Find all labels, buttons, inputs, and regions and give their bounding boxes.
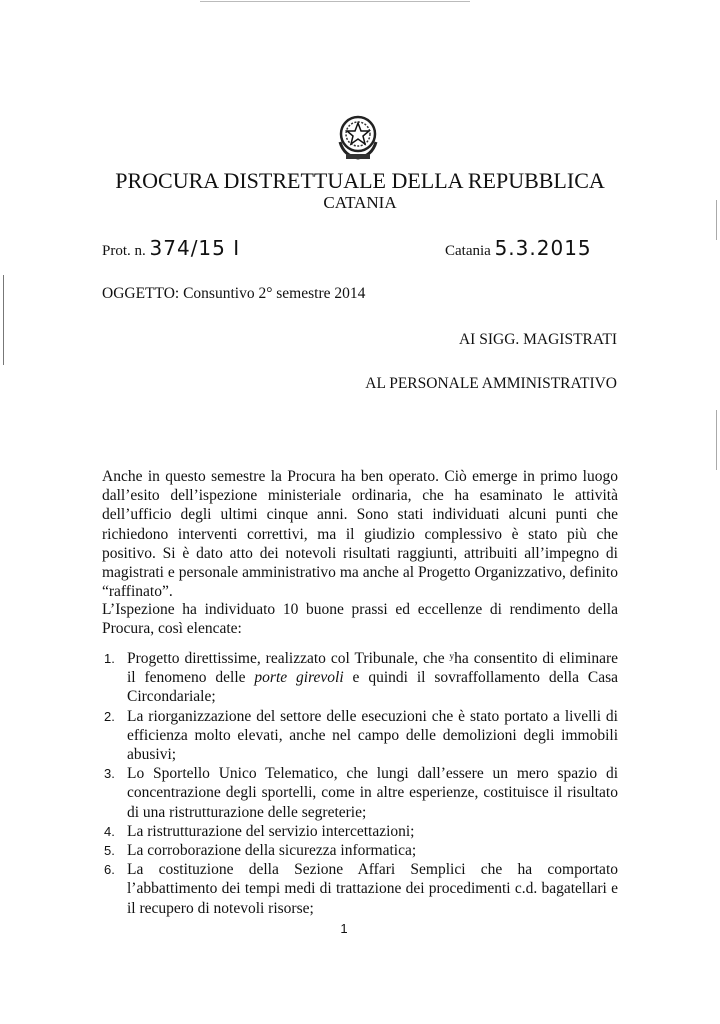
page-number: 1 xyxy=(340,921,348,936)
list-item xyxy=(102,707,618,765)
scan-edge-line xyxy=(200,1,470,2)
list-text: La riorganizzazione del settore delle esecuzioni che è stato portato a livelli di efficienza molto elevati, anche nel campo delle demolizioni degli immobili abusivi; xyxy=(127,707,618,764)
body-paragraph: L’Ispezione ha individuato 10 buone prassi ed eccellenze di rendimento della Procura, così elencate: xyxy=(102,601,618,638)
protocol-label: Prot. n. xyxy=(102,243,146,259)
list-number: 4. xyxy=(104,823,115,839)
subject-line: OGGETTO: Consuntivo 2° semestre 2014 xyxy=(102,285,366,302)
protocol-number xyxy=(102,236,240,260)
list-text: La ristrutturazione del servizio intercettazioni; xyxy=(127,822,415,840)
list-item xyxy=(102,649,618,707)
list-number: 6. xyxy=(104,862,115,878)
emblem-icon xyxy=(330,108,386,164)
office-city: CATANIA xyxy=(323,193,397,212)
recipient: AL PERSONALE AMMINISTRATIVO xyxy=(365,375,617,392)
list-number: 3. xyxy=(104,766,115,782)
scan-artifact xyxy=(716,410,717,470)
practices-list xyxy=(102,649,618,918)
date-label: Catania xyxy=(445,243,491,259)
list-number: 1. xyxy=(104,651,115,666)
list-number: 2. xyxy=(104,708,115,724)
body-paragraph: Anche in questo semestre la Procura ha ben operato. Ciò emerge in primo luogo dall’esito dell’ispezione ministeriale ordinaria, che ha esaminato le attività dell’ufficio degli ultimi cinque anni. Sono stati individuati alcuni punti che richiedono interventi correttivi, ma il giudizio complessivo è stato più che positivo. Si è dato atto dei notevoli risultati raggiunti, attribuiti all’impegno di magistrati e personale amministrativo ma anche al Progetto Organizzativo, definito “raffinato”. xyxy=(102,468,618,601)
handwritten-date: 5.3.2015 xyxy=(494,236,592,260)
list-text: Lo Sportello Unico Telematico, che lungi dall’essere un mero spazio di concentrazione degli sportelli, come in altre esperienze, costituisce il risultato di una ristrutturazione delle segreterie; xyxy=(127,765,618,821)
list-emphasis: porte girevoli xyxy=(254,669,344,687)
list-text: e quindi il sovraffollamento della Casa Circondariale; xyxy=(127,669,618,706)
recipient: AI SIGG. MAGISTRATI xyxy=(458,331,617,348)
scan-artifact xyxy=(3,275,4,365)
list-text: La corroborazione della sicurezza informatica; xyxy=(127,842,417,860)
list-item xyxy=(102,860,618,918)
list-text: La costituzione della Sezione Affari Semplici che ha comportato l’abbattimento dei tempi medi di trattazione dei procedimenti c.d. bagatellari e il recupero di notevoli risorse; xyxy=(127,861,618,917)
office-title: PROCURA DISTRETTUALE DELLA REPUBBLICA xyxy=(115,168,605,193)
list-number: 5. xyxy=(104,843,115,859)
list-text: Progetto direttissime, realizzato col Tribunale, che ʸha consentito di eliminare il fenomeno delle xyxy=(127,650,618,687)
list-item xyxy=(102,822,618,841)
list-item xyxy=(102,764,618,822)
list-item xyxy=(102,841,618,860)
handwritten-protocol-number: 374/15 I xyxy=(149,236,241,260)
document-date xyxy=(445,236,592,260)
